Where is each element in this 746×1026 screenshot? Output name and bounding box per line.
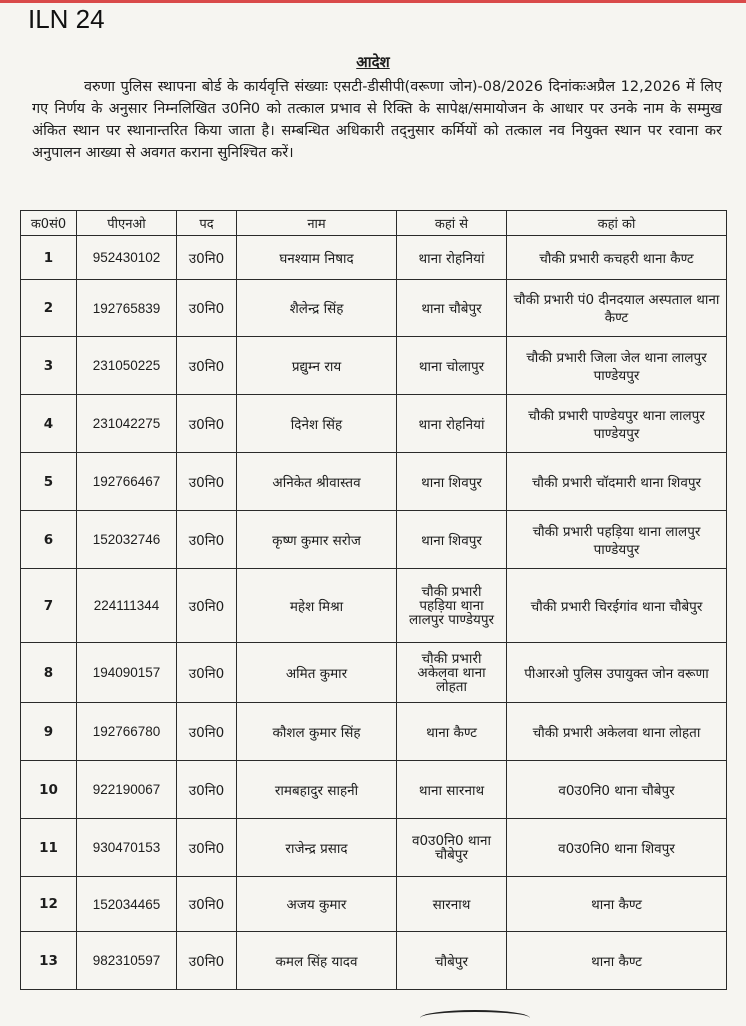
row-from: सारनाथ bbox=[397, 877, 507, 932]
row-sn: 7 bbox=[21, 569, 77, 643]
table-row bbox=[21, 453, 727, 511]
row-to: चौकी प्रभारी अकेलवा थाना लोहता bbox=[507, 703, 727, 761]
row-to: चौकी प्रभारी पाण्डेयपुर थाना लालपुर पाण्डेयपुर bbox=[507, 395, 727, 453]
row-rank: उ0नि0 bbox=[177, 453, 237, 511]
row-pno: 152032746 bbox=[77, 511, 177, 569]
watermark-label: ILN 24 bbox=[28, 4, 105, 34]
row-pno: 152034465 bbox=[77, 877, 177, 932]
table-row bbox=[21, 569, 727, 643]
row-sn: 6 bbox=[21, 511, 77, 569]
table-row bbox=[21, 877, 727, 932]
row-to: थाना कैण्ट bbox=[507, 877, 727, 932]
row-name: अमित कुमार bbox=[237, 643, 397, 703]
table-row bbox=[21, 761, 727, 819]
row-sn: 13 bbox=[21, 932, 77, 990]
row-to: चौकी प्रभारी जिला जेल थाना लालपुर पाण्डेयपुर bbox=[507, 337, 727, 395]
row-sn: 9 bbox=[21, 703, 77, 761]
row-to: चौकी प्रभारी चिरईगांव थाना चौबेपुर bbox=[507, 569, 727, 643]
row-to: चौकी प्रभारी कचहरी थाना कैण्ट bbox=[507, 236, 727, 280]
table-row bbox=[21, 643, 727, 703]
header-rank: पद bbox=[177, 211, 237, 236]
row-name: रामबहादुर साहनी bbox=[237, 761, 397, 819]
row-to: चौकी प्रभारी चॉदमारी थाना शिवपुर bbox=[507, 453, 727, 511]
row-from: थाना चौबेपुर bbox=[397, 280, 507, 337]
row-name: अजय कुमार bbox=[237, 877, 397, 932]
row-from: चौकी प्रभारी पहड़िया थाना लालपुर पाण्डेयपुर bbox=[397, 569, 507, 643]
row-rank: उ0नि0 bbox=[177, 337, 237, 395]
row-sn: 8 bbox=[21, 643, 77, 703]
row-from: थाना शिवपुर bbox=[397, 511, 507, 569]
row-name: महेश मिश्रा bbox=[237, 569, 397, 643]
row-to: व0उ0नि0 थाना चौबेपुर bbox=[507, 761, 727, 819]
row-from: थाना रोहनियां bbox=[397, 236, 507, 280]
row-rank: उ0नि0 bbox=[177, 932, 237, 990]
row-from: चौकी प्रभारी अकेलवा थाना लोहता bbox=[397, 643, 507, 703]
row-to: पीआरओ पुलिस उपायुक्त जोन वरूणा bbox=[507, 643, 727, 703]
row-to: व0उ0नि0 थाना शिवपुर bbox=[507, 819, 727, 877]
transfer-table bbox=[20, 210, 727, 990]
header-name: नाम bbox=[237, 211, 397, 236]
row-rank: उ0नि0 bbox=[177, 877, 237, 932]
row-pno: 192766780 bbox=[77, 703, 177, 761]
table-row bbox=[21, 337, 727, 395]
row-from: थाना सारनाथ bbox=[397, 761, 507, 819]
row-from: चौबेपुर bbox=[397, 932, 507, 990]
row-rank: उ0नि0 bbox=[177, 236, 237, 280]
order-heading: आदेश bbox=[356, 53, 390, 71]
row-pno: 982310597 bbox=[77, 932, 177, 990]
row-name: दिनेश सिंह bbox=[237, 395, 397, 453]
row-from: व0उ0नि0 थाना चौबेपुर bbox=[397, 819, 507, 877]
row-to: चौकी प्रभारी पहड़िया थाना लालपुर पाण्डेयपुर bbox=[507, 511, 727, 569]
row-name: राजेन्द्र प्रसाद bbox=[237, 819, 397, 877]
row-name: घनश्याम निषाद bbox=[237, 236, 397, 280]
table-row bbox=[21, 703, 727, 761]
row-pno: 922190067 bbox=[77, 761, 177, 819]
table-row bbox=[21, 932, 727, 990]
row-rank: उ0नि0 bbox=[177, 819, 237, 877]
table-header-row bbox=[21, 211, 727, 236]
top-edge-line bbox=[0, 0, 746, 3]
row-name: प्रद्युम्न राय bbox=[237, 337, 397, 395]
row-rank: उ0नि0 bbox=[177, 511, 237, 569]
row-rank: उ0नि0 bbox=[177, 703, 237, 761]
table-row bbox=[21, 236, 727, 280]
row-pno: 192766467 bbox=[77, 453, 177, 511]
table-row bbox=[21, 395, 727, 453]
table-row bbox=[21, 511, 727, 569]
row-sn: 4 bbox=[21, 395, 77, 453]
row-pno: 194090157 bbox=[77, 643, 177, 703]
order-body-text: वरुणा पुलिस स्थापना बोर्ड के कार्यवृत्ति संख्याः एसटी-डीसीपी(वरूणा जोन)-08/2026 दिनांकःअप्रैल 12,2026 में लिए गए निर्णय के अनुसार निम्नलिखित उ0नि0 को तत्काल प्रभाव से रिक्ति के सापेक्ष/समायोजन के आधार पर उनके नाम के सम्मुख अंकित स्थान पर स्थानान्तरित किया जाता है। सम्बन्धित अधिकारी तद्नुसार कर्मियों को तत्काल नव नियुक्त स्थान पर रवाना कर अनुपालन आख्या से अवगत कराना सुनिश्चित करें। bbox=[32, 79, 722, 161]
row-sn: 2 bbox=[21, 280, 77, 337]
row-pno: 930470153 bbox=[77, 819, 177, 877]
row-rank: उ0नि0 bbox=[177, 643, 237, 703]
table-row bbox=[21, 280, 727, 337]
row-rank: उ0नि0 bbox=[177, 761, 237, 819]
header-to: कहां को bbox=[507, 211, 727, 236]
row-from: थाना कैण्ट bbox=[397, 703, 507, 761]
row-pno: 231050225 bbox=[77, 337, 177, 395]
row-name: कमल सिंह यादव bbox=[237, 932, 397, 990]
row-name: शैलेन्द्र सिंह bbox=[237, 280, 397, 337]
row-name: कौशल कुमार सिंह bbox=[237, 703, 397, 761]
row-sn: 10 bbox=[21, 761, 77, 819]
row-sn: 3 bbox=[21, 337, 77, 395]
row-from: थाना शिवपुर bbox=[397, 453, 507, 511]
row-sn: 5 bbox=[21, 453, 77, 511]
row-pno: 231042275 bbox=[77, 395, 177, 453]
row-pno: 192765839 bbox=[77, 280, 177, 337]
row-pno: 952430102 bbox=[77, 236, 177, 280]
row-rank: उ0नि0 bbox=[177, 280, 237, 337]
row-from: थाना रोहनियां bbox=[397, 395, 507, 453]
row-name: अनिकेत श्रीवास्तव bbox=[237, 453, 397, 511]
row-sn: 1 bbox=[21, 236, 77, 280]
row-to: थाना कैण्ट bbox=[507, 932, 727, 990]
row-from: थाना चोलापुर bbox=[397, 337, 507, 395]
row-rank: उ0नि0 bbox=[177, 569, 237, 643]
row-rank: उ0नि0 bbox=[177, 395, 237, 453]
header-from: कहां से bbox=[397, 211, 507, 236]
row-name: कृष्ण कुमार सरोज bbox=[237, 511, 397, 569]
header-sn: क0सं0 bbox=[21, 211, 77, 236]
row-pno: 224111344 bbox=[77, 569, 177, 643]
row-to: चौकी प्रभारी पं0 दीनदयाल अस्पताल थाना कैण्ट bbox=[507, 280, 727, 337]
row-sn: 12 bbox=[21, 877, 77, 932]
header-pno: पीएनओ bbox=[77, 211, 177, 236]
table-row bbox=[21, 819, 727, 877]
row-sn: 11 bbox=[21, 819, 77, 877]
